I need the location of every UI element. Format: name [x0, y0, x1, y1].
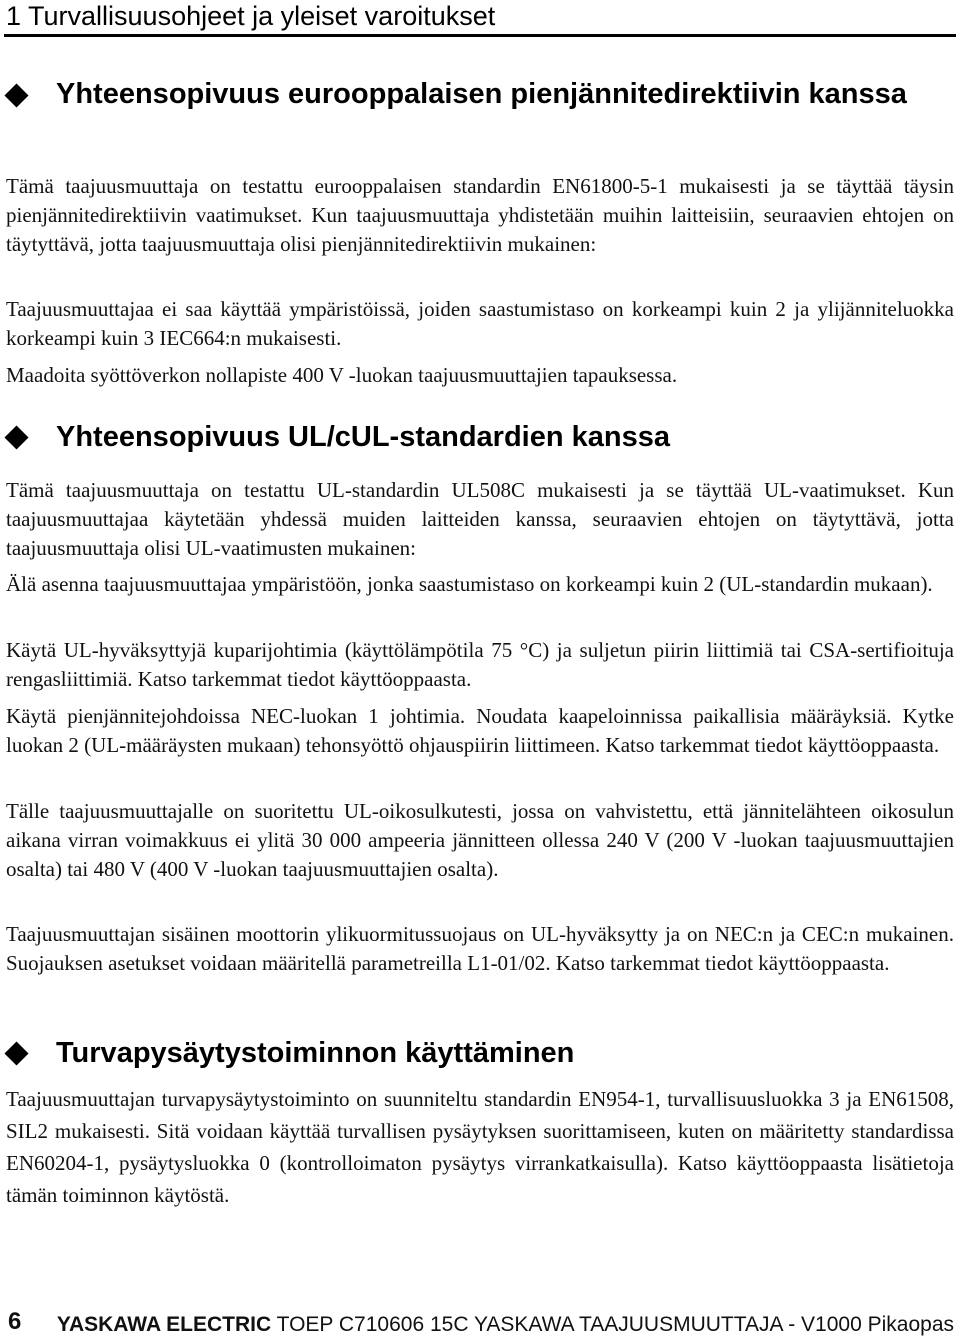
paragraph: Tämä taajuusmuuttaja on testattu UL-standardin UL508C mukaisesti ja se täyttää UL-vaatimukset. Kun taajuusmuuttajaa käytetään yhdessä muiden laitteiden kanssa, seuraavien ehtojen on täytyttävä, jotta taajuusmuuttaja olisi UL-vaatimusten mukainen: — [6, 478, 954, 560]
section-heading-safe-stop: Turvapysäytystoiminnon käyttäminen — [56, 1037, 575, 1069]
footer-doc-info — [57, 1313, 954, 1337]
paragraph: Älä asenna taajuusmuuttajaa ympäristöön, jonka saastumistaso on korkeampi kuin 2 (UL-standardin mukaan). — [6, 572, 933, 596]
paragraph: Taajuusmuuttajaa ei saa käyttää ympäristöissä, joiden saastumistaso on korkeampi kuin 2 ja ylijänniteluokka korkeampi kuin 3 IEC664:n mukaisesti. — [6, 297, 954, 350]
chapter-title: 1 Turvallisuusohjeet ja yleiset varoitukset — [6, 1, 496, 31]
paragraph: Tälle taajuusmuuttajalle on suoritettu UL-oikosulkutesti, jossa on vahvistettu, että jännitelähteen oikosulun aikana virran voimakkuus ei ylitä 30 000 ampeeria jännitteen ollessa 240 V (200 V -luokan taajuusmuuttajien osalta) tai 480 V (400 V -luokan taajuusmuuttajien osalta). — [6, 799, 954, 881]
diamond-bullet-icon — [4, 425, 28, 449]
paragraph: Käytä UL-hyväksyttyjä kuparijohtimia (käyttölämpötila 75 °C) ja suljetun piirin liittimiä tai CSA-sertifioituja rengasliittimiä. Katso tarkemmat tiedot käyttöoppaasta. — [6, 638, 954, 691]
chapter-divider — [4, 34, 956, 37]
paragraph: Tämä taajuusmuuttaja on testattu eurooppalaisen standardin EN61800-5-1 mukaisesti ja se täyttää täysin pienjännitedirektiivin vaatimukset. Kun taajuusmuuttaja yhdistetään muihin laitteisiin, seuraavien ehtojen on täytyttävä, jotta taajuusmuuttaja olisi pienjännitedirektiivin mukainen: — [6, 174, 954, 256]
page-number: 6 — [8, 1308, 22, 1335]
paragraph: Taajuusmuuttajan turvapysäytystoiminto on suunniteltu standardin EN954-1, turvallisuusluokka 3 ja EN61508, SIL2 mukaisesti. Sitä voidaan käyttää turvallisen pysäytyksen suorittamiseen, kuten on määritetty standardissa EN60204-1, pysäytysluokka 0 (kontrolloimaton pysäytys virrankatkaisulla). Katso käyttöoppaasta lisätietoja tämän toiminnon käytöstä. — [6, 1087, 954, 1207]
footer-doc-title: TOEP C710606 15C YASKAWA TAAJUUSMUUTTAJA - V1000 Pikaopas — [276, 1313, 954, 1336]
footer-brand: YASKAWA ELECTRIC — [56, 1313, 272, 1336]
paragraph: Käytä pienjännitejohdoissa NEC-luokan 1 johtimia. Noudata kaapeloinnissa paikallisia määräyksiä. Kytke luokan 2 (UL-määräysten mukaan) tehonsyöttö ohjauspiirin liittimeen. Katso tarkemmat tiedot käyttöoppaasta. — [6, 704, 954, 757]
diamond-bullet-icon — [4, 83, 28, 107]
paragraph: Taajuusmuuttajan sisäinen moottorin ylikuormitussuojaus on UL-hyväksytty ja on NEC:n ja CEC:n mukainen. Suojauksen asetukset voidaan määritellä parametreilla L1-01/02. Katso tarkemmat tiedot käyttöoppaasta. — [6, 922, 954, 975]
diamond-bullet-icon — [4, 1041, 28, 1065]
section-heading-ul: Yhteensopivuus UL/cUL-standardien kanssa — [56, 421, 670, 453]
paragraph: Maadoita syöttöverkon nollapiste 400 V -luokan taajuusmuuttajien tapauksessa. — [6, 363, 678, 387]
section-heading-low-voltage: Yhteensopivuus eurooppalaisen pienjännitedirektiivin kanssa — [56, 78, 907, 110]
